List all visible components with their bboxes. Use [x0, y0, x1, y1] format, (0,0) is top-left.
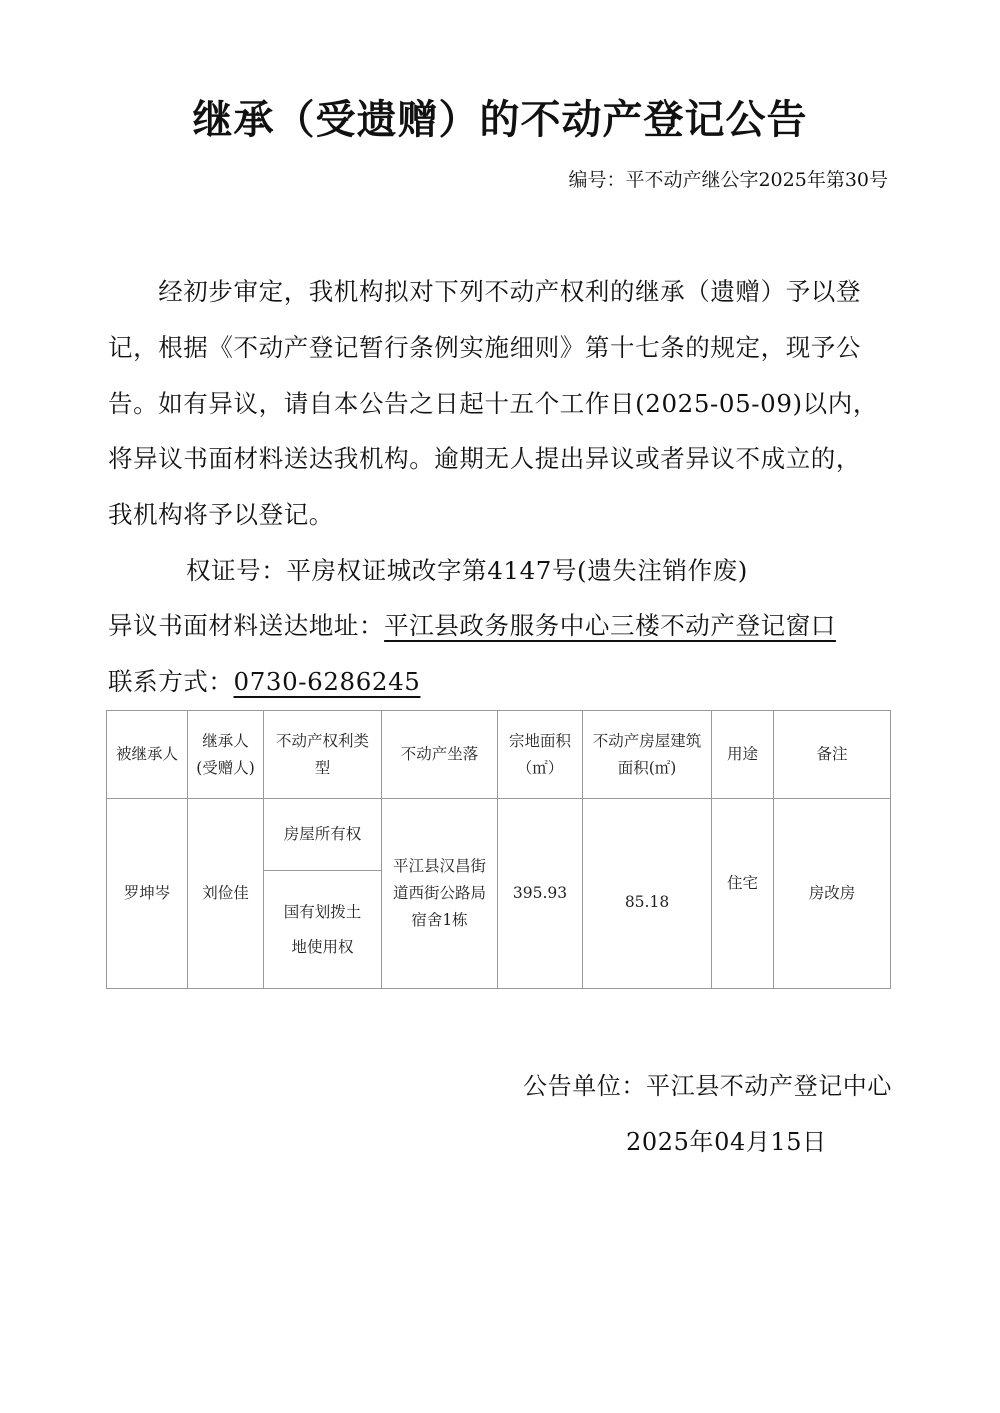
body-line: 我机构将予以登记。 — [108, 500, 334, 529]
right-type-cell: 房屋所有权 — [264, 799, 382, 871]
header-remark: 备注 — [774, 711, 891, 799]
heir-cell: 刘俭佳 — [188, 799, 264, 989]
header-location: 不动产坐落 — [382, 711, 498, 799]
header-decedent: 被继承人 — [107, 711, 188, 799]
document-number: 编号：平不动产继公字2025年第30号 — [568, 169, 888, 191]
issuer: 公告单位：平江县不动产登记中心 — [523, 1072, 892, 1100]
right-type-cell: 国有划拨土地使用权 — [264, 871, 382, 989]
address-value: 平江县政务服务中心三楼不动产登记窗口 — [384, 611, 836, 640]
header-right-type: 不动产权利类 型 — [264, 711, 382, 799]
contact-line — [108, 663, 420, 698]
body-line: 将异议书面材料送达我机构。逾期无人提出异议或者异议不成立的， — [108, 444, 861, 473]
address-label: 异议书面材料送达地址： — [108, 611, 385, 640]
table-row — [107, 799, 891, 871]
contact-value: 0730-6286245 — [233, 667, 421, 696]
issue-date: 2025年04月15日 — [626, 1128, 827, 1156]
body-line: 记，根据《不动产登记暂行条例实施细则》第十七条的规定，现予公 — [108, 333, 861, 362]
page-title: 继承（受遗赠）的不动产登记公告 — [192, 97, 808, 143]
contact-label: 联系方式： — [108, 667, 234, 696]
body-line: 告。如有异议，请自本公告之日起十五个工作日(2025-05-09)以内， — [108, 389, 878, 418]
header-land-area: 宗地面积（㎡） — [498, 711, 583, 799]
header-usage: 用途 — [712, 711, 774, 799]
body-line: 经初步审定，我机构拟对下列不动产权利的继承（遗赠）予以登 — [108, 277, 861, 306]
usage-cell: 住宅 — [712, 799, 774, 989]
building-area-cell: 85.18 — [583, 799, 712, 989]
land-area-cell: 395.93 — [498, 799, 583, 989]
certificate-number: 权证号：平房权证城改字第4147号(遗失注销作废) — [186, 556, 748, 585]
location-cell: 平江县汉昌街道西街公路局宿舍1栋 — [382, 799, 498, 989]
header-building-area: 不动产房屋建筑面积(㎡) — [583, 711, 712, 799]
remark-cell: 房改房 — [774, 799, 891, 989]
header-heir: 继承人(受赠人) — [188, 711, 264, 799]
decedent-cell: 罗坤岑 — [107, 799, 188, 989]
registration-table — [106, 710, 891, 989]
table-header-row — [107, 711, 891, 799]
address-line — [108, 607, 836, 642]
